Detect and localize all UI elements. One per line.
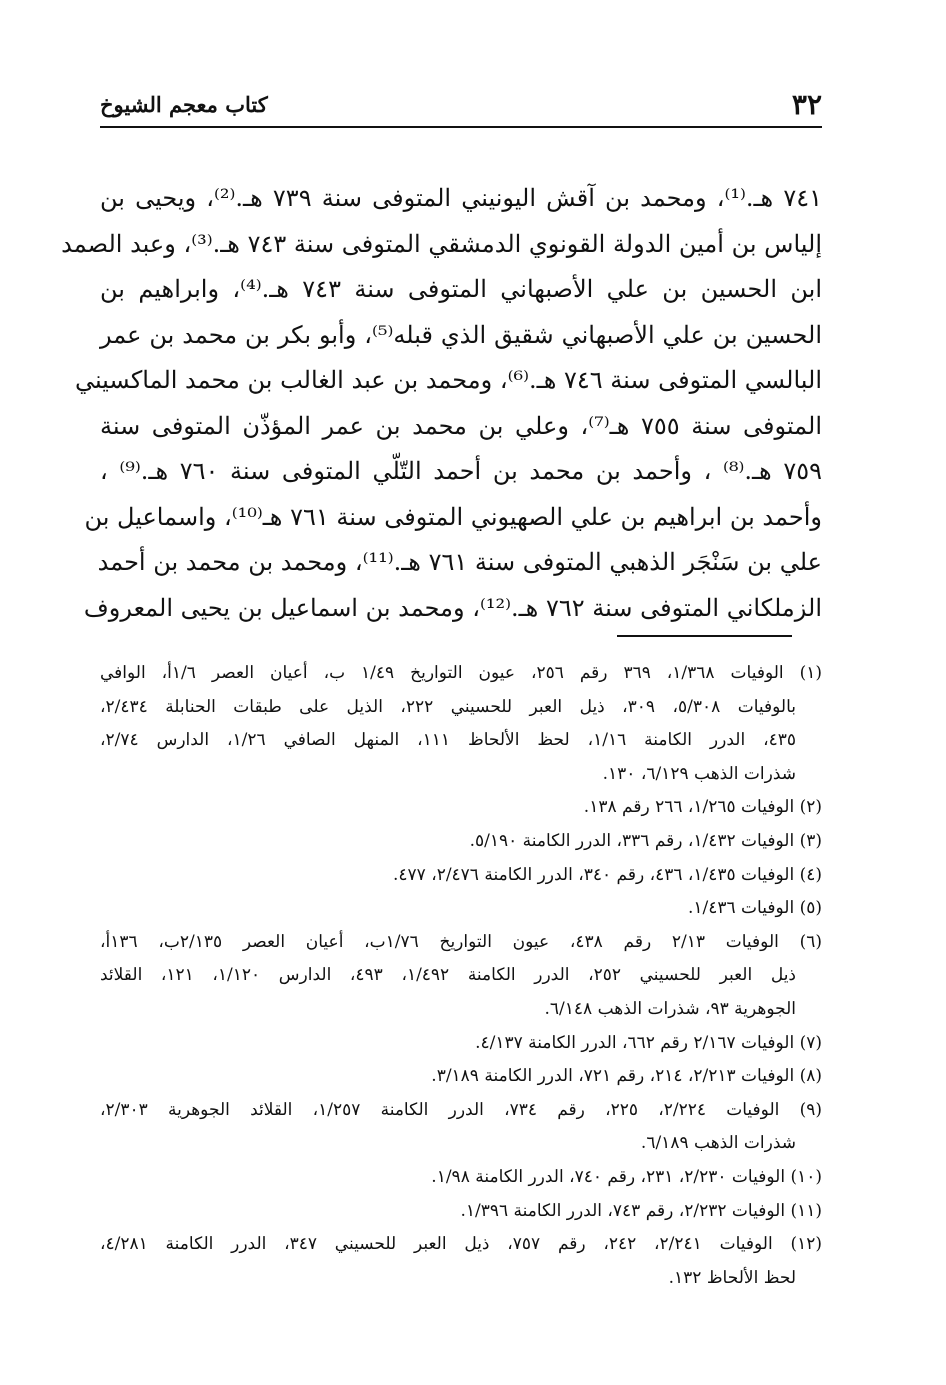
footnote-line: (٨) الوفيات ٢/٢١٣، ٢١٤، رقم ٧٢١، الدرر الكامنة ٣/١٨٩. xyxy=(431,1066,822,1087)
footnote-line: (٤) الوفيات ١/٤٣٥، ٤٣٦، رقم ٣٤٠، الدرر الكامنة ٢/٤٧٦، ٤٧٧. xyxy=(392,864,822,885)
body-line: المتوفى سنة ٧٥٥ هـ⁽⁷⁾، وعلي بن محمد بن عمر المؤذّن المتوفى سنة xyxy=(100,411,822,440)
book-title: كتاب معجم الشيوخ xyxy=(100,92,268,117)
body-line: علي بن سَنْجَر الذهبي المتوفى سنة ٧٦١ هـ.⁽¹¹⁾، ومحمد بن محمد بن أحمد xyxy=(97,548,822,576)
footnote-line: لحظ الألحاظ ١٣٢. xyxy=(668,1267,796,1288)
body-line: ٧٥٩ هـ.⁽⁸⁾ ، وأحمد بن محمد بن أحمد التّلّي المتوفى سنة ٧٦٠ هـ.⁽⁹⁾ ، xyxy=(100,457,823,485)
footnote-separator xyxy=(617,635,792,637)
body-line: الحسين بن علي الأصبهاني شقيق الذي قبله⁽⁵⁾، وأبو بكر بن محمد بن عمر xyxy=(100,320,822,349)
footnote-line: ٤٣٥، الدرر الكامنة ١/١٦، لحظ الألحاظ ١١١، المنهل الصافي ١/٢٦، الدارس ٢/٧٤، xyxy=(100,730,797,751)
footnote-line: بالوفيات ٥/٣٠٨، ٣٠٩، ذيل العبر للحسيني ٢٢٢، الذيل على طبقات الحنابلة ٢/٤٣٤، xyxy=(100,696,797,717)
footnote-line: ذيل العبر للحسيني ٢٥٢، الدرر الكامنة ١/٤٩٢، ٤٩٣، الدارس ١/١٢٠، ١٢١، القلائد xyxy=(100,965,797,986)
footnote-line: شذرات الذهب ٦/١٨٩. xyxy=(640,1133,796,1154)
footnote-line: (١٢) الوفيات ٢/٢٤١، ٢٤٢، رقم ٧٥٧، ذيل العبر للحسيني ٣٤٧، الدرر الكامنة ٤/٢٨١، xyxy=(100,1234,822,1255)
body-line: وأحمد بن ابراهيم بن علي الصهيوني المتوفى سنة ٧٦١ هـ⁽¹⁰⁾، واسماعيل بن xyxy=(84,502,822,531)
body-line: إلياس بن أمين الدولة القونوي الدمشقي المتوفى سنة ٧٤٣ هـ.⁽³⁾، وعبد الصمد xyxy=(61,229,822,258)
footnote-line: شذرات الذهب ٦/١٢٩، ١٣٠. xyxy=(602,763,796,784)
footnotes xyxy=(100,657,822,1295)
body-line: البالسي المتوفى سنة ٧٤٦ هـ.⁽⁶⁾، ومحمد بن عبد الغالب بن محمد الماكسيني xyxy=(74,366,822,394)
footnote-line: (١٠) الوفيات ٢/٢٣٠، ٢٣١، رقم ٧٤٠، الدرر الكامنة ١/٩٨. xyxy=(431,1166,822,1187)
footnote-line: (٣) الوفيات ١/٤٣٢، رقم ٣٣٦، الدرر الكامنة ٥/١٩٠. xyxy=(469,830,822,851)
body-line: ٧٤١ هـ.⁽¹⁾، ومحمد بن آقش اليونيني المتوفى سنة ٧٣٩ هـ.⁽²⁾، ويحيى بن xyxy=(100,184,823,212)
footnote-line: (٦) الوفيات ٢/١٣ رقم ٤٣٨، عيون التواريخ ١/٧٦ب، أعيان العصر ٢/١٣٥ب، ١٣٦أ، xyxy=(100,931,822,952)
footnote-line: (٥) الوفيات ١/٤٣٦. xyxy=(687,898,822,919)
body-line: الزملكاني المتوفى سنة ٧٦٢ هـ.⁽¹²⁾، ومحمد بن اسماعيل بن يحيى المعروف xyxy=(83,593,822,622)
footnote-line: (٢) الوفيات ١/٢٦٥، ٢٦٦ رقم ١٣٨. xyxy=(583,797,822,818)
main-text xyxy=(61,176,823,631)
body-line: ابن الحسين بن علي الأصبهاني المتوفى سنة ٧٤٣ هـ.⁽⁴⁾، وابراهيم بن xyxy=(100,275,823,303)
footnote-line: (٧) الوفيات ٢/١٦٧ رقم ٦٦٢، الدرر الكامنة ٤/١٣٧. xyxy=(475,1032,822,1053)
running-header xyxy=(100,86,822,122)
footnote-line: (١) الوفيات ١/٣٦٨، ٣٦٩ رقم ٢٥٦، عيون التواريخ ١/٤٩ ب، أعيان العصر ١/٦أ، الوافي xyxy=(100,663,822,683)
footnote-line: (٩) الوفيات ٢/٢٢٤، ٢٢٥، رقم ٧٣٤، الدرر الكامنة ١/٢٥٧، القلائد الجوهرية ٢/٣٠٣، xyxy=(100,1099,822,1120)
footnote-line: الجوهرية ٩٣، شذرات الذهب ٦/١٤٨. xyxy=(544,998,796,1019)
header-rule xyxy=(100,126,822,128)
footnote-line: (١١) الوفيات ٢/٢٣٢، رقم ٧٤٣، الدرر الكامنة ١/٣٩٦. xyxy=(460,1200,822,1221)
page-number: ٣٢ xyxy=(791,88,822,121)
